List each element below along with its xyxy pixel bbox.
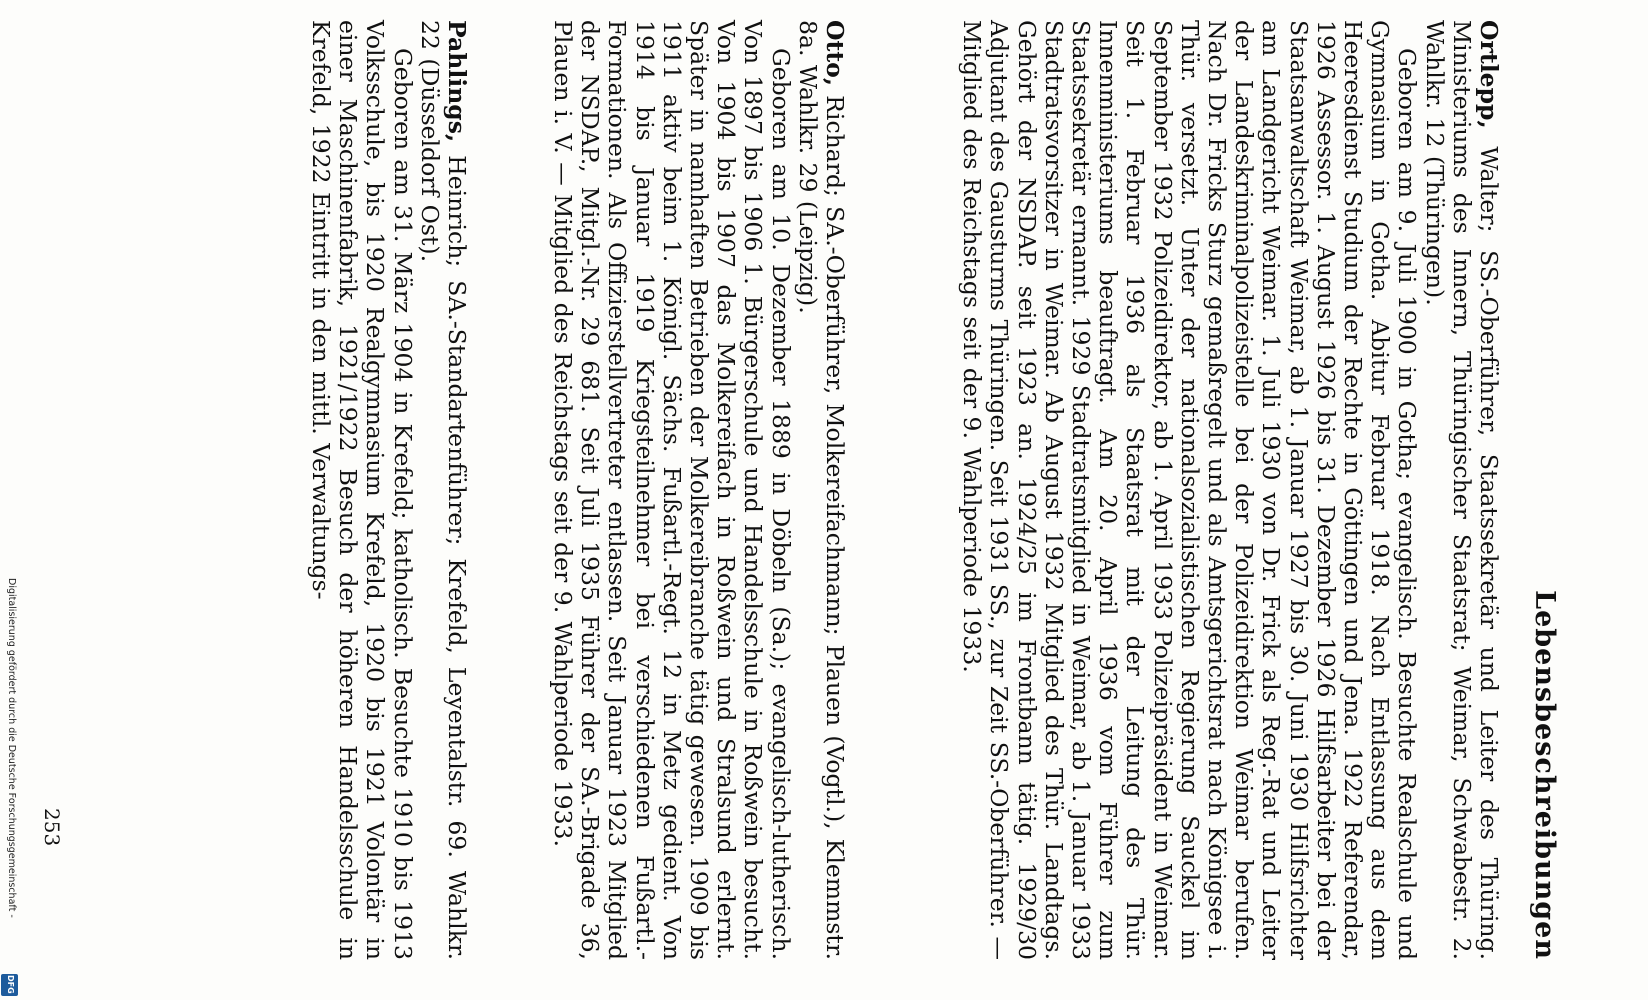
- entry-intro: Walter; SS.-Oberführer, Staatssekretär und Leiter des Thüring. Ministeriums des Innern, Thüringischer Staatsrat; Weimar, Schwabestr. 2. Wahlkr. 12 (Thüringen).: [1420, 20, 1503, 960]
- entry-body: Geboren am 31. März 1904 in Krefeld; katholisch. Besuchte 1910 bis 1913 Volksschule, bis 1920 Realgymnasium Krefeld, 1920 bis 1921 Volontär in einer Maschinenfabrik, 1921/1922 Besuch der höheren Handelsschule in Krefeld, 1922 Eintritt in den mittl. Verwaltungs-: [306, 20, 417, 960]
- page-content: [60, 20, 1560, 980]
- running-header-title: Lebensbeschreibungen: [1529, 590, 1560, 960]
- entry-body: Geboren am 10. Dezember 1889 in Döbeln (Sa.); evangelisch-lutherisch. Von 1897 bis 1906 1. Bürgerschule und Handelsschule in Roßwein besucht. Von 1904 bis 1907 das Molkereifach in Roßwein und Stralsund erlernt. Später in namhaften Betrieben der Molkereibranche tätig gewesen. 1909 bis 1911 aktiv beim 1. Königl. Sächs. Fußartl.-Regt. 12 in Metz gedient. Von 1914 bis Januar 1919 Kriegsteilnehmer bei verschiedenen Fußartl.-Formationen. Als Offizierstellvertreter entlassen. Seit Januar 1923 Mitglied der NSDAP., Mitgl.-Nr. 29 681. Seit Juli 1935 Führer der SA.-Brigade 36, Plauen i. V. — Mitglied des Reichstags seit der 9. Wahlperiode 1933.: [548, 20, 795, 960]
- entry-name: Ortlepp,: [1475, 20, 1503, 129]
- biography-entry-ortlepp: [958, 20, 1502, 960]
- entry-body: Geboren am 9. Juli 1900 in Gotha; evangelisch. Besuchte Realschule und Gymnasium in Gotha. Abitur Februar 1918. Nach Entlassung aus dem Heeresdienst Studium der Rechte in Göttingen und Jena. 1922 Referendar, 1926 Assessor. 1. August 1926 bis 31. Dezember 1926 Hilfsarbeiter bei der Staatsanwaltschaft Weimar, ab 1. Januar 1927 bis 30. Juni 1930 Hilfsrichter am Landgericht Weimar. 1. Juli 1930 von Dr. Frick als Reg.-Rat und Leiter der Landeskriminalpolizeistelle bei der Polizeidirektion Weimar berufen. Nach Dr. Fricks Sturz gemaßregelt und als Amtsgerichtsrat nach Königsee i. Thür. versetzt. Unter der nationalsozialistischen Regierung Sauckel im September 1932 Polizeidirektor, ab 1. April 1933 Polizeipräsident in Weimar. Seit 1. Februar 1936 als Staatsrat mit der Leitung des Thür. Innenministeriums beauftragt. Am 20. April 1936 vom Führer zum Staatssekretär ernannt. 1929 Stadtratsmitglied in Weimar, ab 1. Januar 1933 Stadtratsvorsitzer in Weimar. Ab August 1932 Mitglied des Thür. Landtags. Gehört der NSDAP. seit 1923 an. 1924/25 im Frontbann tätig. 1929/30 Adjutant des Gausturms Thüringen. Seit 1931 SS., zur Zeit SS.-Oberführer. — Mitglied des Reichstags seit der 9. Wahlperiode 1933.: [958, 20, 1422, 960]
- entry-intro: Heinrich; SA.-Standartenführer; Krefeld, Leyentalstr. 69. Wahlkr. 22 (Düsseldorf Ost).: [415, 20, 471, 960]
- biography-entry-otto: [549, 20, 848, 960]
- funding-note-text: Digitalisierung gefördert durch die Deutsche Forschungsgemeinschaft -: [6, 578, 17, 918]
- dfg-logo: [1, 974, 18, 996]
- page-number-text: 253: [40, 808, 64, 847]
- entry-name: Pahlings,: [443, 20, 471, 143]
- entry-heading-paragraph: [1420, 20, 1502, 960]
- funding-note: [4, 578, 18, 998]
- page-number: [40, 808, 70, 868]
- entry-heading-paragraph: [416, 20, 470, 960]
- entry-intro: Richard; SA.-Oberführer, Molkereifachmann; Plauen (Vogtl.), Klemmstr. 8a. Wahlkr. 29 (Leipzig).: [793, 20, 849, 960]
- entry-heading-paragraph: [794, 20, 848, 960]
- dfg-logo-text: DFG: [6, 975, 15, 994]
- biography-entry-pahlings: [307, 20, 470, 960]
- entry-name: Otto,: [821, 20, 849, 87]
